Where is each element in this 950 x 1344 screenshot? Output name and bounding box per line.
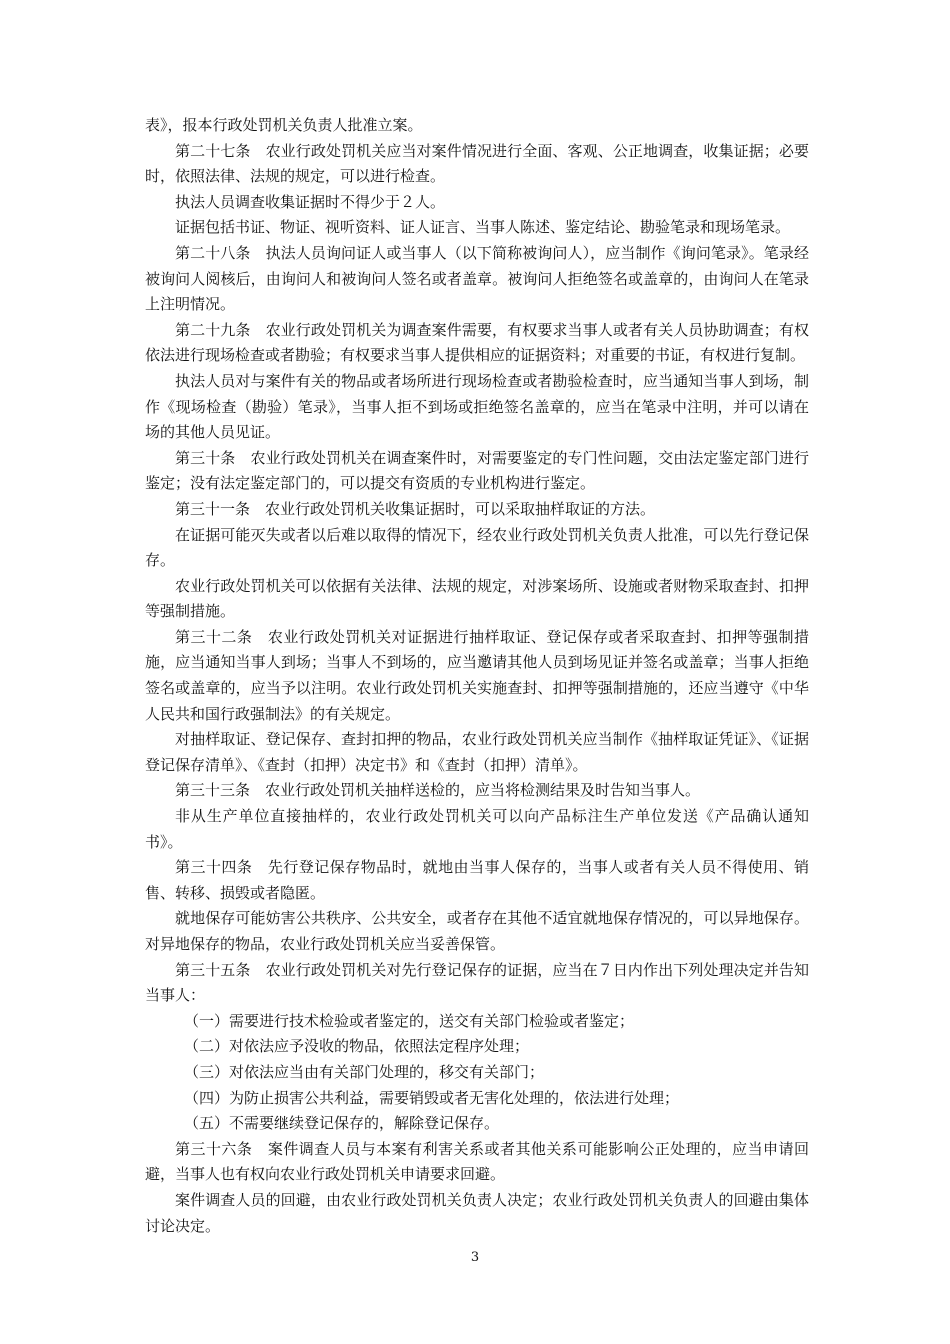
- article-36: 第三十六条 案件调查人员与本案有利害关系或者其他关系可能影响公正处理的，应当申请回避，当事人也有权向农业行政处罚机关申请要求回避。: [145, 1139, 809, 1184]
- paragraph: 证据包括书证、物证、视听资料、证人证言、当事人陈述、鉴定结论、勘验笔录和现场笔录。: [175, 218, 791, 237]
- article-29: 第二十九条 农业行政处罚机关为调查案件需要，有权要求当事人或者有关人员协助调查；有权依法进行现场检查或者勘验；有权要求当事人提供相应的证据资料；对重要的书证，有权进行复制。: [145, 320, 809, 365]
- list-item: （四）为防止损害公共利益，需要销毁或者无害化处理的，依法进行处理；: [184, 1088, 680, 1107]
- article-28: 第二十八条 执法人员询问证人或当事人（以下简称被询问人），应当制作《询问笔录》。笔录经被询问人阅核后，由询问人和被询问人签名或者盖章。被询问人拒绝签名或盖章的，由询问人在笔录上注明情况。: [145, 243, 809, 314]
- page-number: 3: [470, 1250, 480, 1265]
- article-35: 第三十五条 农业行政处罚机关对先行登记保存的证据，应当在７日内作出下列处理决定并告知当事人：: [145, 960, 809, 1005]
- article-34: 第三十四条 先行登记保存物品时，就地由当事人保存的，当事人或者有关人员不得使用、销售、转移、损毁或者隐匿。: [145, 858, 809, 902]
- list-item: （三）对依法应当由有关部门处理的，移交有关部门；: [184, 1062, 545, 1081]
- paragraph: 在证据可能灭失或者以后难以取得的情况下，经农业行政处罚机关负责人批准，可以先行登记保存。: [145, 525, 809, 570]
- paragraph: 就地保存可能妨害公共秩序、公共安全，或者存在其他不适宜就地保存情况的，可以异地保存。对异地保存的物品，农业行政处罚机关应当妥善保管。: [145, 909, 809, 953]
- paragraph: 案件调查人员的回避，由农业行政处罚机关负责人决定；农业行政处罚机关负责人的回避由集体讨论决定。: [145, 1190, 809, 1235]
- paragraph: 农业行政处罚机关可以依据有关法律、法规的规定，对涉案场所、设施或者财物采取查封、扣押等强制措施。: [145, 576, 809, 621]
- list-item: （一）需要进行技术检验或者鉴定的，送交有关部门检验或者鉴定；: [184, 1011, 635, 1030]
- list-item: （二）对依法应予没收的物品，依照法定程序处理；: [184, 1037, 530, 1056]
- article-32: 第三十二条 农业行政处罚机关对证据进行抽样取证、登记保存或者采取查封、扣押等强制措施，应当通知当事人到场；当事人不到场的，应当邀请其他人员到场见证并签名或盖章；当事人拒绝签名或盖章的，应当予以注明。农业行政处罚机关实施查封、扣押等强制措施的，还应当遵守《中华人民共和国行政强制法》的有关规定。: [145, 627, 809, 723]
- paragraph: 执法人员对与案件有关的物品或者场所进行现场检查或者勘验检查时，应当通知当事人到场，制作《现场检查（勘验）笔录》，当事人拒不到场或拒绝签名盖章的，应当在笔录中注明，并可以请在场的其他人员见证。: [145, 371, 809, 442]
- list-item: （五）不需要继续登记保存的，解除登记保存。: [184, 1114, 500, 1133]
- document-body: [145, 113, 809, 1239]
- paragraph: 执法人员调查收集证据时不得少于２人。: [175, 192, 446, 211]
- article-33: 第三十三条 农业行政处罚机关抽样送检的，应当将检测结果及时告知当事人。: [175, 781, 701, 800]
- paragraph: 表》，报本行政处罚机关负责人批准立案。: [145, 116, 423, 134]
- article-31: 第三十一条 农业行政处罚机关收集证据时，可以采取抽样取证的方法。: [175, 499, 656, 518]
- article-27: 第二十七条 农业行政处罚机关应当对案件情况进行全面、客观、公正地调查，收集证据；必要时，依照法律、法规的规定，可以进行检查。: [145, 141, 809, 186]
- paragraph: 非从生产单位直接抽样的，农业行政处罚机关可以向产品标注生产单位发送《产品确认通知书》。: [145, 807, 809, 851]
- article-30: 第三十条 农业行政处罚机关在调查案件时，对需要鉴定的专门性问题，交由法定鉴定部门进行鉴定；没有法定鉴定部门的，可以提交有资质的专业机构进行鉴定。: [145, 448, 809, 493]
- paragraph: 对抽样取证、登记保存、查封扣押的物品，农业行政处罚机关应当制作《抽样取证凭证》、《证据登记保存清单》、《查封（扣押）决定书》和《查封（扣押）清单》。: [145, 730, 809, 774]
